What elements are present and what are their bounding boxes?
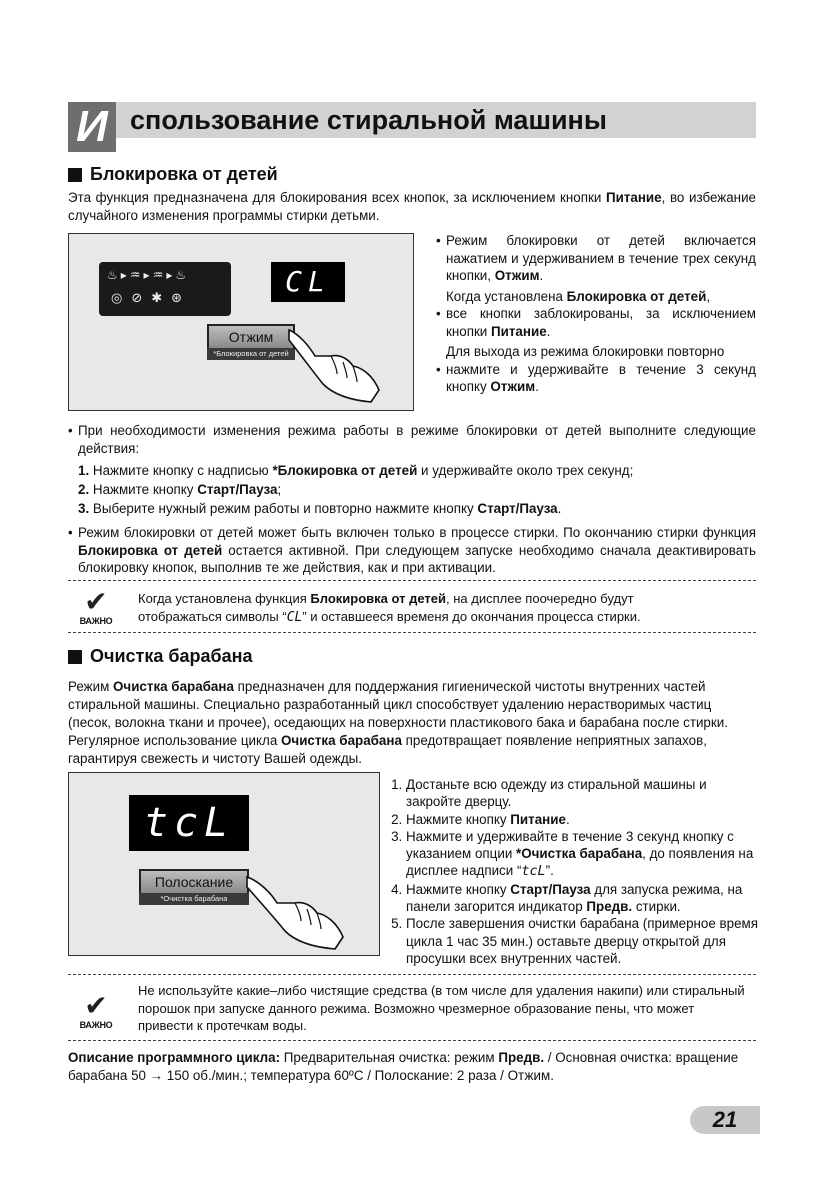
important-note-child-lock: Когда установлена функция Блокировка от детей, на дисплее поочередно будут отображаться символы “CL” и оставшееся временя до окончания процесса стирки. bbox=[138, 591, 641, 625]
step-item: 3. Нажмите и удерживайте в течение 3 секунд кнопку с указанием опции *Очистка барабана, до появления на дисплее надписи “tcL”. bbox=[406, 828, 758, 881]
hand-pointer-icon bbox=[279, 324, 389, 404]
divider bbox=[68, 974, 756, 975]
drum-clean-intro: Режим Очистка барабана предназначен для поддержания гигиенической чистоты внутренних частей стиральной машины. Специально разработанный цикл способствует удалению нерастворимых частиц (песок, волокна ткани и прочее), оседающих на поверхности пластикового бака и барабана после стирки. Регулярное использование цикла Очистка барабана предотвращает появление неприятных запахов, гарантируя свежесть и чистоту Вашей одежды. bbox=[68, 679, 728, 766]
child-lock-side-notes bbox=[436, 232, 756, 396]
step-item: 1. Достаньте всю одежду из стиральной машины и закройте дверцу. bbox=[406, 776, 758, 811]
list-item: • все кнопки заблокированы, за исключением кнопки Питание. bbox=[436, 305, 756, 340]
list-item: • нажмите и удерживайте в течение 3 секунд кнопку Отжим. bbox=[436, 361, 756, 396]
list-item: • Режим блокировки от детей включается нажатием и удерживанием в течение трех секунд кнопки, Отжим. bbox=[436, 232, 756, 285]
list-item-lead: Когда установлена Блокировка от детей, bbox=[446, 288, 711, 304]
step-item: 3. Выберите нужный режим работы и повторно нажмите кнопку Старт/Пауза. bbox=[78, 501, 562, 516]
important-note-drum-clean: Не используйте какие–либо чистящие средства (в том числе для удаления накипи) или стиральный порошок при запуске данного режима. Возможно чрезмерное образование пены, что может привести к протечкам воды. bbox=[138, 983, 745, 1033]
hand-pointer-icon bbox=[239, 869, 359, 951]
child-lock-figure bbox=[68, 233, 414, 411]
drum-clean-figure bbox=[68, 772, 380, 956]
change-mode-steps bbox=[78, 461, 758, 518]
child-lock-note: • Режим блокировки от детей может быть включен только в процессе стирки. По окончанию стирки функция Блокировка от детей остается активной. При следующем запуске необходимо сначала деактивировать блокировку кнопок, выполнив те же действия, как и при активации. bbox=[68, 524, 756, 577]
step-item: 2. Нажмите кнопку Старт/Пауза; bbox=[78, 482, 282, 497]
heading-square-icon bbox=[68, 168, 82, 182]
divider bbox=[68, 632, 756, 633]
page-title: спользование стиральной машины bbox=[130, 105, 607, 135]
section-heading-child-lock: Блокировка от детей bbox=[68, 164, 278, 185]
control-panel-image: ♨▸♒▸♒▸♨ ◎⊘✱⊛ bbox=[99, 262, 231, 316]
heading-square-icon bbox=[68, 650, 82, 664]
important-icon: ✔ ВАЖНО bbox=[79, 990, 113, 1030]
step-item: 5. После завершения очистки барабана (примерное время цикла 1 час 35 мин.) оставьте дверцу открытой для просушки всех внутренних частей. bbox=[406, 915, 758, 967]
divider bbox=[68, 1040, 756, 1041]
spin-button-sublabel: *Блокировка от детей bbox=[207, 348, 295, 360]
display-lcd: tcL bbox=[129, 795, 249, 851]
step-item: 2. Нажмите кнопку Питание. bbox=[406, 811, 758, 828]
rinse-button-image: Полоскание bbox=[139, 869, 249, 895]
cycle-description: Описание программного цикла: Предварительная очистка: режим Предв. / Основная очистка: вращение барабана 50 → 150 об./мин.; температура 60ºC / Полоскание: 2 раза / Отжим. bbox=[68, 1050, 739, 1083]
important-icon: ✔ ВАЖНО bbox=[79, 586, 113, 626]
divider bbox=[68, 580, 756, 581]
page-number: 21 bbox=[712, 1107, 738, 1132]
step-item: 4. Нажмите кнопку Старт/Пауза для запуска режима, на панели загорится индикатор Предв. стирки. bbox=[406, 881, 758, 916]
child-lock-intro: Эта функция предназначена для блокирования всех кнопок, за исключением кнопки Питание, во избежание случайного изменения программы стирки детьми. bbox=[68, 190, 756, 223]
display-lcd: CL bbox=[271, 262, 345, 302]
change-mode-note: • При необходимости изменения режима работы в режиме блокировки от детей выполните следующие действия: bbox=[68, 422, 756, 457]
section-heading-drum-clean: Очистка барабана bbox=[68, 646, 253, 667]
step-item: 1. Нажмите кнопку с надписью *Блокировка от детей и удерживайте около трех секунд; bbox=[78, 463, 634, 478]
rinse-button-sublabel: *Очистка барабана bbox=[139, 893, 249, 905]
spin-button-image: Отжим bbox=[207, 324, 295, 350]
list-item-lead: Для выхода из режима блокировки повторно bbox=[446, 344, 725, 359]
drum-clean-steps bbox=[386, 776, 758, 967]
title-initial-letter: И bbox=[68, 102, 116, 152]
